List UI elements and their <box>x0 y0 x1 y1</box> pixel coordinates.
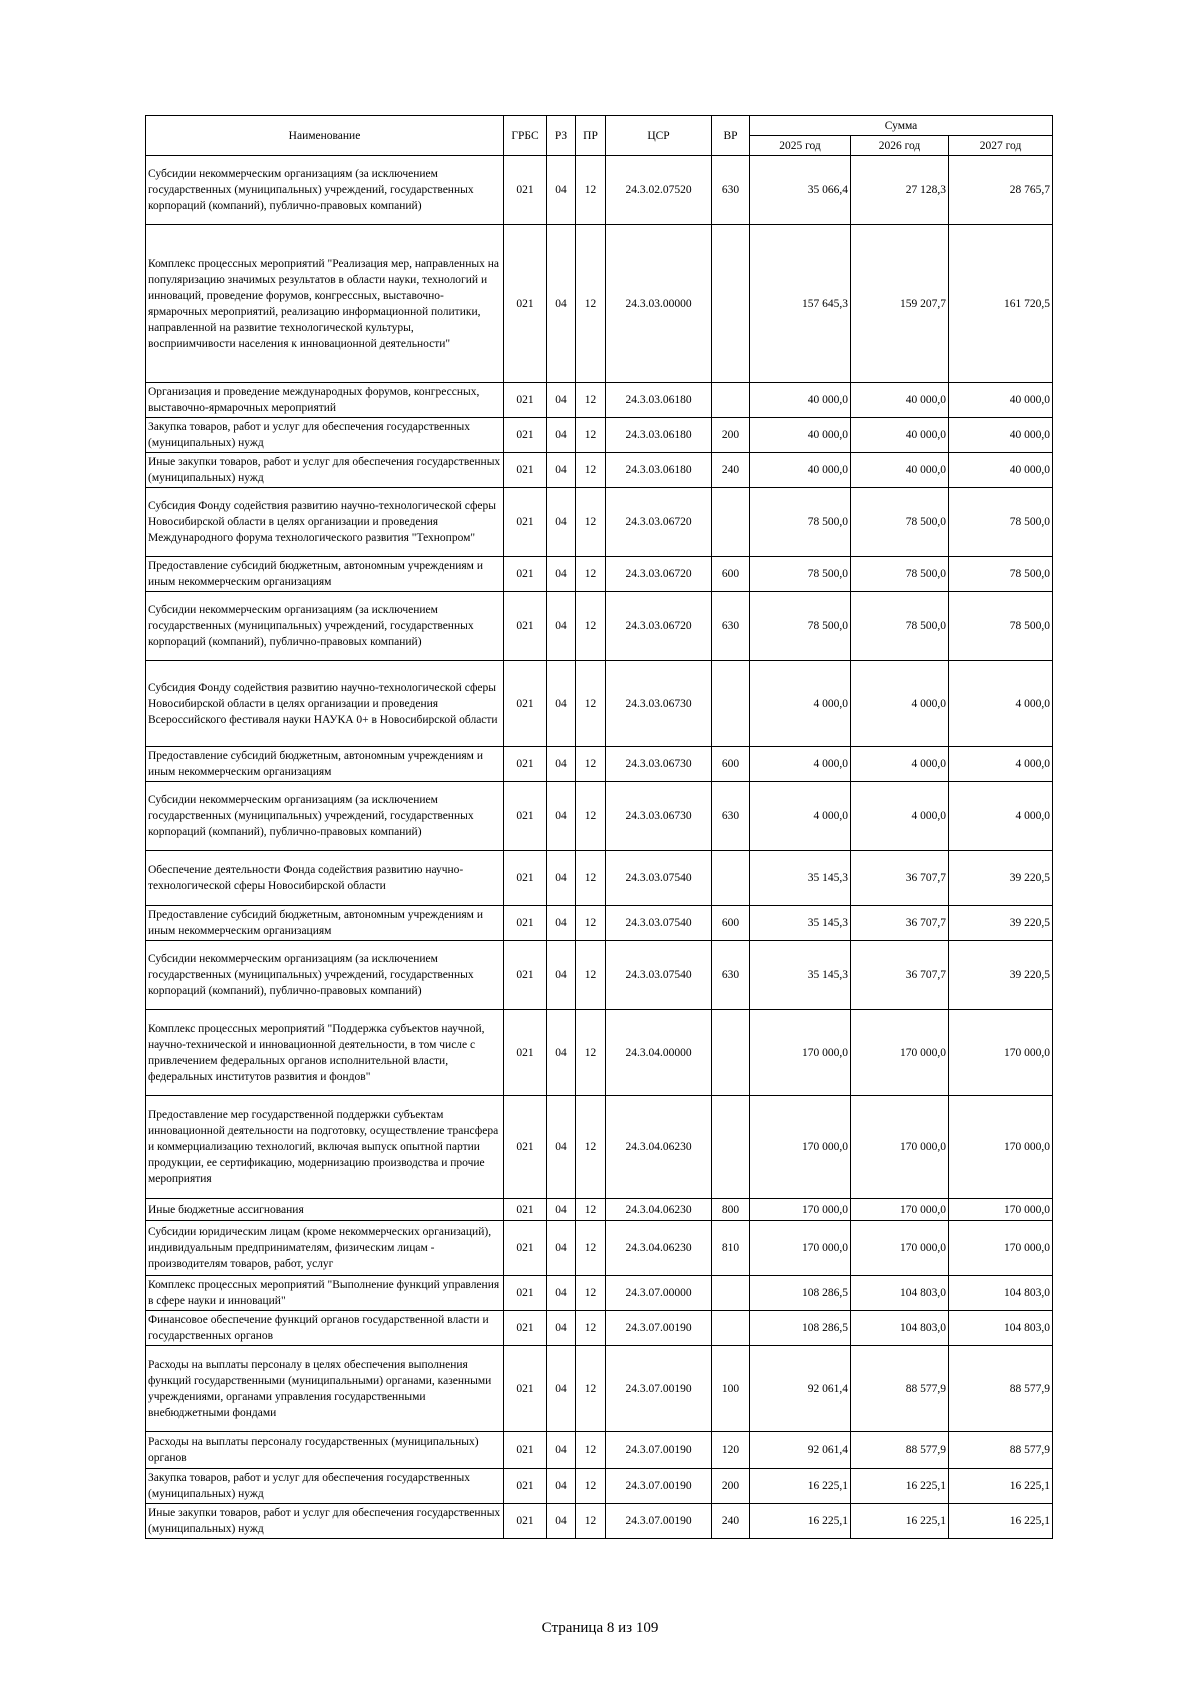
row-sum-2025: 4 000,0 <box>750 661 851 747</box>
row-name: Иные бюджетные ассигнования <box>146 1199 504 1221</box>
header-grbs: ГРБС <box>504 116 547 156</box>
row-grbs: 021 <box>504 1346 547 1432</box>
row-name: Субсидии некоммерческим организациям (за исключением государственных (муниципальных) учреждений, государственных корпораций (компаний), публично-правовых компаний) <box>146 156 504 225</box>
row-rz: 04 <box>547 1010 576 1096</box>
row-sum-2026: 40 000,0 <box>851 383 949 418</box>
row-grbs: 021 <box>504 1221 547 1276</box>
row-grbs: 021 <box>504 418 547 453</box>
table-row <box>146 1199 1053 1221</box>
row-sum-2026: 36 707,7 <box>851 941 949 1010</box>
row-pr: 12 <box>576 661 606 747</box>
row-vr <box>712 1010 750 1096</box>
row-pr: 12 <box>576 1311 606 1346</box>
table-body <box>146 156 1053 1539</box>
row-name: Предоставление мер государственной поддержки субъектам инновационной деятельности на подготовку, осуществление трансфера и коммерциализацию технологий, включая выпуск опытной партии продукции, ее сертификацию, модернизацию производства и прочие мероприятия <box>146 1096 504 1199</box>
row-grbs: 021 <box>504 453 547 488</box>
row-sum-2027: 170 000,0 <box>949 1221 1053 1276</box>
row-sum-2026: 104 803,0 <box>851 1276 949 1311</box>
row-sum-2027: 104 803,0 <box>949 1311 1053 1346</box>
row-vr: 100 <box>712 1346 750 1432</box>
row-csr: 24.3.03.00000 <box>606 225 712 383</box>
row-sum-2027: 4 000,0 <box>949 782 1053 851</box>
row-sum-2026: 78 500,0 <box>851 557 949 592</box>
table-row <box>146 156 1053 225</box>
row-vr <box>712 383 750 418</box>
row-sum-2025: 92 061,4 <box>750 1346 851 1432</box>
row-vr <box>712 225 750 383</box>
row-name: Предоставление субсидий бюджетным, автономным учреждениям и иным некоммерческим организациям <box>146 747 504 782</box>
row-csr: 24.3.04.00000 <box>606 1010 712 1096</box>
row-vr <box>712 661 750 747</box>
row-vr: 630 <box>712 592 750 661</box>
row-rz: 04 <box>547 851 576 906</box>
row-vr <box>712 851 750 906</box>
row-sum-2026: 4 000,0 <box>851 747 949 782</box>
row-csr: 24.3.07.00190 <box>606 1469 712 1504</box>
row-name: Субсидии некоммерческим организациям (за исключением государственных (муниципальных) учреждений, государственных корпораций (компаний), публично-правовых компаний) <box>146 941 504 1010</box>
row-csr: 24.3.07.00190 <box>606 1346 712 1432</box>
table-row <box>146 1096 1053 1199</box>
row-sum-2025: 4 000,0 <box>750 782 851 851</box>
row-sum-2025: 108 286,5 <box>750 1276 851 1311</box>
table-row <box>146 1221 1053 1276</box>
row-sum-2027: 40 000,0 <box>949 418 1053 453</box>
row-sum-2025: 40 000,0 <box>750 453 851 488</box>
row-sum-2026: 78 500,0 <box>851 592 949 661</box>
row-rz: 04 <box>547 782 576 851</box>
row-grbs: 021 <box>504 156 547 225</box>
table-row <box>146 661 1053 747</box>
row-csr: 24.3.03.06180 <box>606 383 712 418</box>
row-sum-2026: 88 577,9 <box>851 1432 949 1469</box>
row-sum-2027: 170 000,0 <box>949 1010 1053 1096</box>
table-row <box>146 1469 1053 1504</box>
row-sum-2026: 40 000,0 <box>851 453 949 488</box>
row-sum-2025: 78 500,0 <box>750 488 851 557</box>
row-grbs: 021 <box>504 488 547 557</box>
row-pr: 12 <box>576 592 606 661</box>
row-csr: 24.3.07.00190 <box>606 1311 712 1346</box>
row-rz: 04 <box>547 383 576 418</box>
row-name: Закупка товаров, работ и услуг для обеспечения государственных (муниципальных) нужд <box>146 418 504 453</box>
row-sum-2025: 40 000,0 <box>750 418 851 453</box>
row-pr: 12 <box>576 557 606 592</box>
row-sum-2027: 78 500,0 <box>949 592 1053 661</box>
row-csr: 24.3.03.07540 <box>606 851 712 906</box>
row-pr: 12 <box>576 1469 606 1504</box>
row-rz: 04 <box>547 1504 576 1539</box>
row-sum-2027: 88 577,9 <box>949 1346 1053 1432</box>
row-sum-2026: 4 000,0 <box>851 782 949 851</box>
row-sum-2027: 88 577,9 <box>949 1432 1053 1469</box>
row-sum-2025: 35 145,3 <box>750 941 851 1010</box>
table-row <box>146 1346 1053 1432</box>
row-vr: 200 <box>712 1469 750 1504</box>
row-grbs: 021 <box>504 661 547 747</box>
table-row <box>146 1504 1053 1539</box>
row-sum-2025: 4 000,0 <box>750 747 851 782</box>
row-grbs: 021 <box>504 906 547 941</box>
row-name: Обеспечение деятельности Фонда содействия развитию научно-технологической сферы Новосибирской области <box>146 851 504 906</box>
row-csr: 24.3.03.06180 <box>606 418 712 453</box>
row-grbs: 021 <box>504 1504 547 1539</box>
row-sum-2026: 170 000,0 <box>851 1096 949 1199</box>
row-name: Расходы на выплаты персоналу государственных (муниципальных) органов <box>146 1432 504 1469</box>
row-sum-2025: 40 000,0 <box>750 383 851 418</box>
row-name: Финансовое обеспечение функций органов государственной власти и государственных органов <box>146 1311 504 1346</box>
row-sum-2027: 170 000,0 <box>949 1096 1053 1199</box>
row-sum-2026: 78 500,0 <box>851 488 949 557</box>
row-rz: 04 <box>547 1346 576 1432</box>
row-pr: 12 <box>576 1432 606 1469</box>
row-csr: 24.3.04.06230 <box>606 1199 712 1221</box>
row-sum-2025: 35 066,4 <box>750 156 851 225</box>
table-row <box>146 747 1053 782</box>
row-sum-2025: 16 225,1 <box>750 1469 851 1504</box>
row-rz: 04 <box>547 1276 576 1311</box>
row-pr: 12 <box>576 1221 606 1276</box>
row-sum-2027: 40 000,0 <box>949 383 1053 418</box>
row-sum-2025: 170 000,0 <box>750 1010 851 1096</box>
row-grbs: 021 <box>504 1469 547 1504</box>
table-row <box>146 1432 1053 1469</box>
row-pr: 12 <box>576 453 606 488</box>
row-pr: 12 <box>576 906 606 941</box>
row-name: Иные закупки товаров, работ и услуг для обеспечения государственных (муниципальных) нужд <box>146 453 504 488</box>
header-csr: ЦСР <box>606 116 712 156</box>
row-sum-2025: 35 145,3 <box>750 851 851 906</box>
row-sum-2027: 161 720,5 <box>949 225 1053 383</box>
header-rz: РЗ <box>547 116 576 156</box>
table-row <box>146 941 1053 1010</box>
header-sum: Сумма <box>750 116 1053 136</box>
row-name: Предоставление субсидий бюджетным, автономным учреждениям и иным некоммерческим организациям <box>146 906 504 941</box>
row-sum-2027: 4 000,0 <box>949 661 1053 747</box>
row-name: Комплекс процессных мероприятий "Поддержка субъектов научной, научно-технической и инновационной деятельности, в том числе с привлечением федеральных органов исполнительной власти, федеральных институтов развития и фондов" <box>146 1010 504 1096</box>
row-sum-2026: 36 707,7 <box>851 906 949 941</box>
row-vr: 600 <box>712 557 750 592</box>
table-row <box>146 1311 1053 1346</box>
row-sum-2025: 78 500,0 <box>750 557 851 592</box>
row-name: Закупка товаров, работ и услуг для обеспечения государственных (муниципальных) нужд <box>146 1469 504 1504</box>
row-csr: 24.3.03.07540 <box>606 941 712 1010</box>
row-pr: 12 <box>576 383 606 418</box>
row-sum-2026: 4 000,0 <box>851 661 949 747</box>
row-grbs: 021 <box>504 1096 547 1199</box>
row-sum-2026: 170 000,0 <box>851 1199 949 1221</box>
table-row <box>146 592 1053 661</box>
row-sum-2027: 40 000,0 <box>949 453 1053 488</box>
row-sum-2026: 88 577,9 <box>851 1346 949 1432</box>
row-rz: 04 <box>547 592 576 661</box>
row-vr: 810 <box>712 1221 750 1276</box>
row-vr: 630 <box>712 782 750 851</box>
header-year-2025: 2025 год <box>750 136 851 156</box>
row-sum-2027: 39 220,5 <box>949 941 1053 1010</box>
row-sum-2025: 108 286,5 <box>750 1311 851 1346</box>
table-header <box>146 116 1053 156</box>
row-csr: 24.3.07.00000 <box>606 1276 712 1311</box>
row-pr: 12 <box>576 418 606 453</box>
row-pr: 12 <box>576 156 606 225</box>
row-sum-2027: 170 000,0 <box>949 1199 1053 1221</box>
row-rz: 04 <box>547 941 576 1010</box>
row-rz: 04 <box>547 1469 576 1504</box>
row-rz: 04 <box>547 225 576 383</box>
row-sum-2027: 78 500,0 <box>949 488 1053 557</box>
row-sum-2025: 170 000,0 <box>750 1199 851 1221</box>
row-vr <box>712 1096 750 1199</box>
row-grbs: 021 <box>504 383 547 418</box>
row-name: Комплекс процессных мероприятий "Реализация мер, направленных на популяризацию значимых результатов в области науки, технологий и инноваций, проведение форумов, конгрессных, выставочно- ярмарочных мероприятий, реализацию информационной политики, направленной на развитие технологической культуры, восприимчивости населения к инновационной деятельности" <box>146 225 504 383</box>
row-grbs: 021 <box>504 225 547 383</box>
row-grbs: 021 <box>504 592 547 661</box>
row-vr <box>712 1276 750 1311</box>
row-pr: 12 <box>576 941 606 1010</box>
table-row <box>146 225 1053 383</box>
row-grbs: 021 <box>504 1010 547 1096</box>
row-grbs: 021 <box>504 782 547 851</box>
row-vr: 600 <box>712 747 750 782</box>
row-csr: 24.3.03.06730 <box>606 747 712 782</box>
row-csr: 24.3.04.06230 <box>606 1221 712 1276</box>
row-pr: 12 <box>576 1504 606 1539</box>
row-pr: 12 <box>576 782 606 851</box>
row-sum-2025: 16 225,1 <box>750 1504 851 1539</box>
row-sum-2025: 157 645,3 <box>750 225 851 383</box>
row-sum-2027: 4 000,0 <box>949 747 1053 782</box>
header-name: Наименование <box>146 116 504 156</box>
row-grbs: 021 <box>504 747 547 782</box>
row-csr: 24.3.07.00190 <box>606 1504 712 1539</box>
row-sum-2026: 170 000,0 <box>851 1010 949 1096</box>
row-rz: 04 <box>547 1432 576 1469</box>
row-grbs: 021 <box>504 1199 547 1221</box>
table-row <box>146 782 1053 851</box>
table-row <box>146 418 1053 453</box>
table-row <box>146 1010 1053 1096</box>
row-rz: 04 <box>547 906 576 941</box>
row-grbs: 021 <box>504 941 547 1010</box>
row-vr: 240 <box>712 453 750 488</box>
row-name: Предоставление субсидий бюджетным, автономным учреждениям и иным некоммерческим организациям <box>146 557 504 592</box>
row-sum-2027: 78 500,0 <box>949 557 1053 592</box>
row-csr: 24.3.03.06180 <box>606 453 712 488</box>
row-pr: 12 <box>576 1010 606 1096</box>
row-csr: 24.3.03.06730 <box>606 661 712 747</box>
row-sum-2026: 104 803,0 <box>851 1311 949 1346</box>
table-row <box>146 906 1053 941</box>
row-name: Организация и проведение международных форумов, конгрессных, выставочно-ярмарочных мероприятий <box>146 383 504 418</box>
row-csr: 24.3.03.06720 <box>606 488 712 557</box>
table-row <box>146 557 1053 592</box>
header-year-2027: 2027 год <box>949 136 1053 156</box>
row-rz: 04 <box>547 1096 576 1199</box>
row-csr: 24.3.03.06720 <box>606 592 712 661</box>
header-year-2026: 2026 год <box>851 136 949 156</box>
row-sum-2027: 16 225,1 <box>949 1504 1053 1539</box>
row-grbs: 021 <box>504 1432 547 1469</box>
row-vr: 630 <box>712 941 750 1010</box>
row-vr: 600 <box>712 906 750 941</box>
row-sum-2026: 159 207,7 <box>851 225 949 383</box>
table-row <box>146 1276 1053 1311</box>
row-csr: 24.3.07.00190 <box>606 1432 712 1469</box>
row-rz: 04 <box>547 418 576 453</box>
row-sum-2025: 170 000,0 <box>750 1096 851 1199</box>
row-name: Расходы на выплаты персоналу в целях обеспечения выполнения функций государственными (муниципальными) органами, казенными учреждениями, органами управления государственными внебюджетными фондами <box>146 1346 504 1432</box>
row-sum-2027: 16 225,1 <box>949 1469 1053 1504</box>
row-rz: 04 <box>547 661 576 747</box>
row-name: Иные закупки товаров, работ и услуг для обеспечения государственных (муниципальных) нужд <box>146 1504 504 1539</box>
table-row <box>146 453 1053 488</box>
row-vr: 120 <box>712 1432 750 1469</box>
row-grbs: 021 <box>504 557 547 592</box>
header-pr: ПР <box>576 116 606 156</box>
table-row <box>146 488 1053 557</box>
row-vr: 800 <box>712 1199 750 1221</box>
budget-table <box>145 115 1053 1539</box>
row-rz: 04 <box>547 1311 576 1346</box>
row-sum-2026: 170 000,0 <box>851 1221 949 1276</box>
row-vr <box>712 488 750 557</box>
row-sum-2026: 16 225,1 <box>851 1504 949 1539</box>
row-csr: 24.3.02.07520 <box>606 156 712 225</box>
row-pr: 12 <box>576 1096 606 1199</box>
row-vr: 240 <box>712 1504 750 1539</box>
row-rz: 04 <box>547 488 576 557</box>
row-pr: 12 <box>576 1346 606 1432</box>
row-name: Комплекс процессных мероприятий "Выполнение функций управления в сфере науки и инноваций" <box>146 1276 504 1311</box>
row-csr: 24.3.03.06720 <box>606 557 712 592</box>
row-csr: 24.3.03.07540 <box>606 906 712 941</box>
row-rz: 04 <box>547 156 576 225</box>
page-number: Страница 8 из 109 <box>541 1620 659 1636</box>
row-pr: 12 <box>576 488 606 557</box>
row-rz: 04 <box>547 557 576 592</box>
header-vr: ВР <box>712 116 750 156</box>
row-sum-2025: 170 000,0 <box>750 1221 851 1276</box>
row-sum-2027: 39 220,5 <box>949 851 1053 906</box>
row-sum-2027: 39 220,5 <box>949 906 1053 941</box>
row-csr: 24.3.04.06230 <box>606 1096 712 1199</box>
row-grbs: 021 <box>504 851 547 906</box>
row-sum-2027: 28 765,7 <box>949 156 1053 225</box>
row-csr: 24.3.03.06730 <box>606 782 712 851</box>
row-name: Субсидии некоммерческим организациям (за исключением государственных (муниципальных) учреждений, государственных корпораций (компаний), публично-правовых компаний) <box>146 782 504 851</box>
row-pr: 12 <box>576 1199 606 1221</box>
row-vr <box>712 1311 750 1346</box>
row-sum-2025: 35 145,3 <box>750 906 851 941</box>
row-grbs: 021 <box>504 1311 547 1346</box>
row-sum-2026: 40 000,0 <box>851 418 949 453</box>
row-pr: 12 <box>576 1276 606 1311</box>
row-name: Субсидия Фонду содействия развитию научно-технологической сферы Новосибирской области в целях организации и проведения Всероссийского фестиваля науки НАУКА 0+ в Новосибирской области <box>146 661 504 747</box>
row-name: Субсидия Фонду содействия развитию научно-технологической сферы Новосибирской области в целях организации и проведения Международного форума технологического развития "Технопром" <box>146 488 504 557</box>
row-sum-2027: 104 803,0 <box>949 1276 1053 1311</box>
row-sum-2026: 27 128,3 <box>851 156 949 225</box>
table-row <box>146 851 1053 906</box>
row-sum-2026: 16 225,1 <box>851 1469 949 1504</box>
row-name: Субсидии некоммерческим организациям (за исключением государственных (муниципальных) учреждений, государственных корпораций (компаний), публично-правовых компаний) <box>146 592 504 661</box>
row-vr: 200 <box>712 418 750 453</box>
table-row <box>146 383 1053 418</box>
row-sum-2025: 92 061,4 <box>750 1432 851 1469</box>
row-pr: 12 <box>576 225 606 383</box>
row-rz: 04 <box>547 1199 576 1221</box>
row-rz: 04 <box>547 747 576 782</box>
row-vr: 630 <box>712 156 750 225</box>
row-sum-2025: 78 500,0 <box>750 592 851 661</box>
row-pr: 12 <box>576 851 606 906</box>
row-pr: 12 <box>576 747 606 782</box>
row-rz: 04 <box>547 453 576 488</box>
row-sum-2026: 36 707,7 <box>851 851 949 906</box>
row-grbs: 021 <box>504 1276 547 1311</box>
row-rz: 04 <box>547 1221 576 1276</box>
row-name: Субсидии юридическим лицам (кроме некоммерческих организаций), индивидуальным предпринимателям, физическим лицам - производителям товаров, работ, услуг <box>146 1221 504 1276</box>
